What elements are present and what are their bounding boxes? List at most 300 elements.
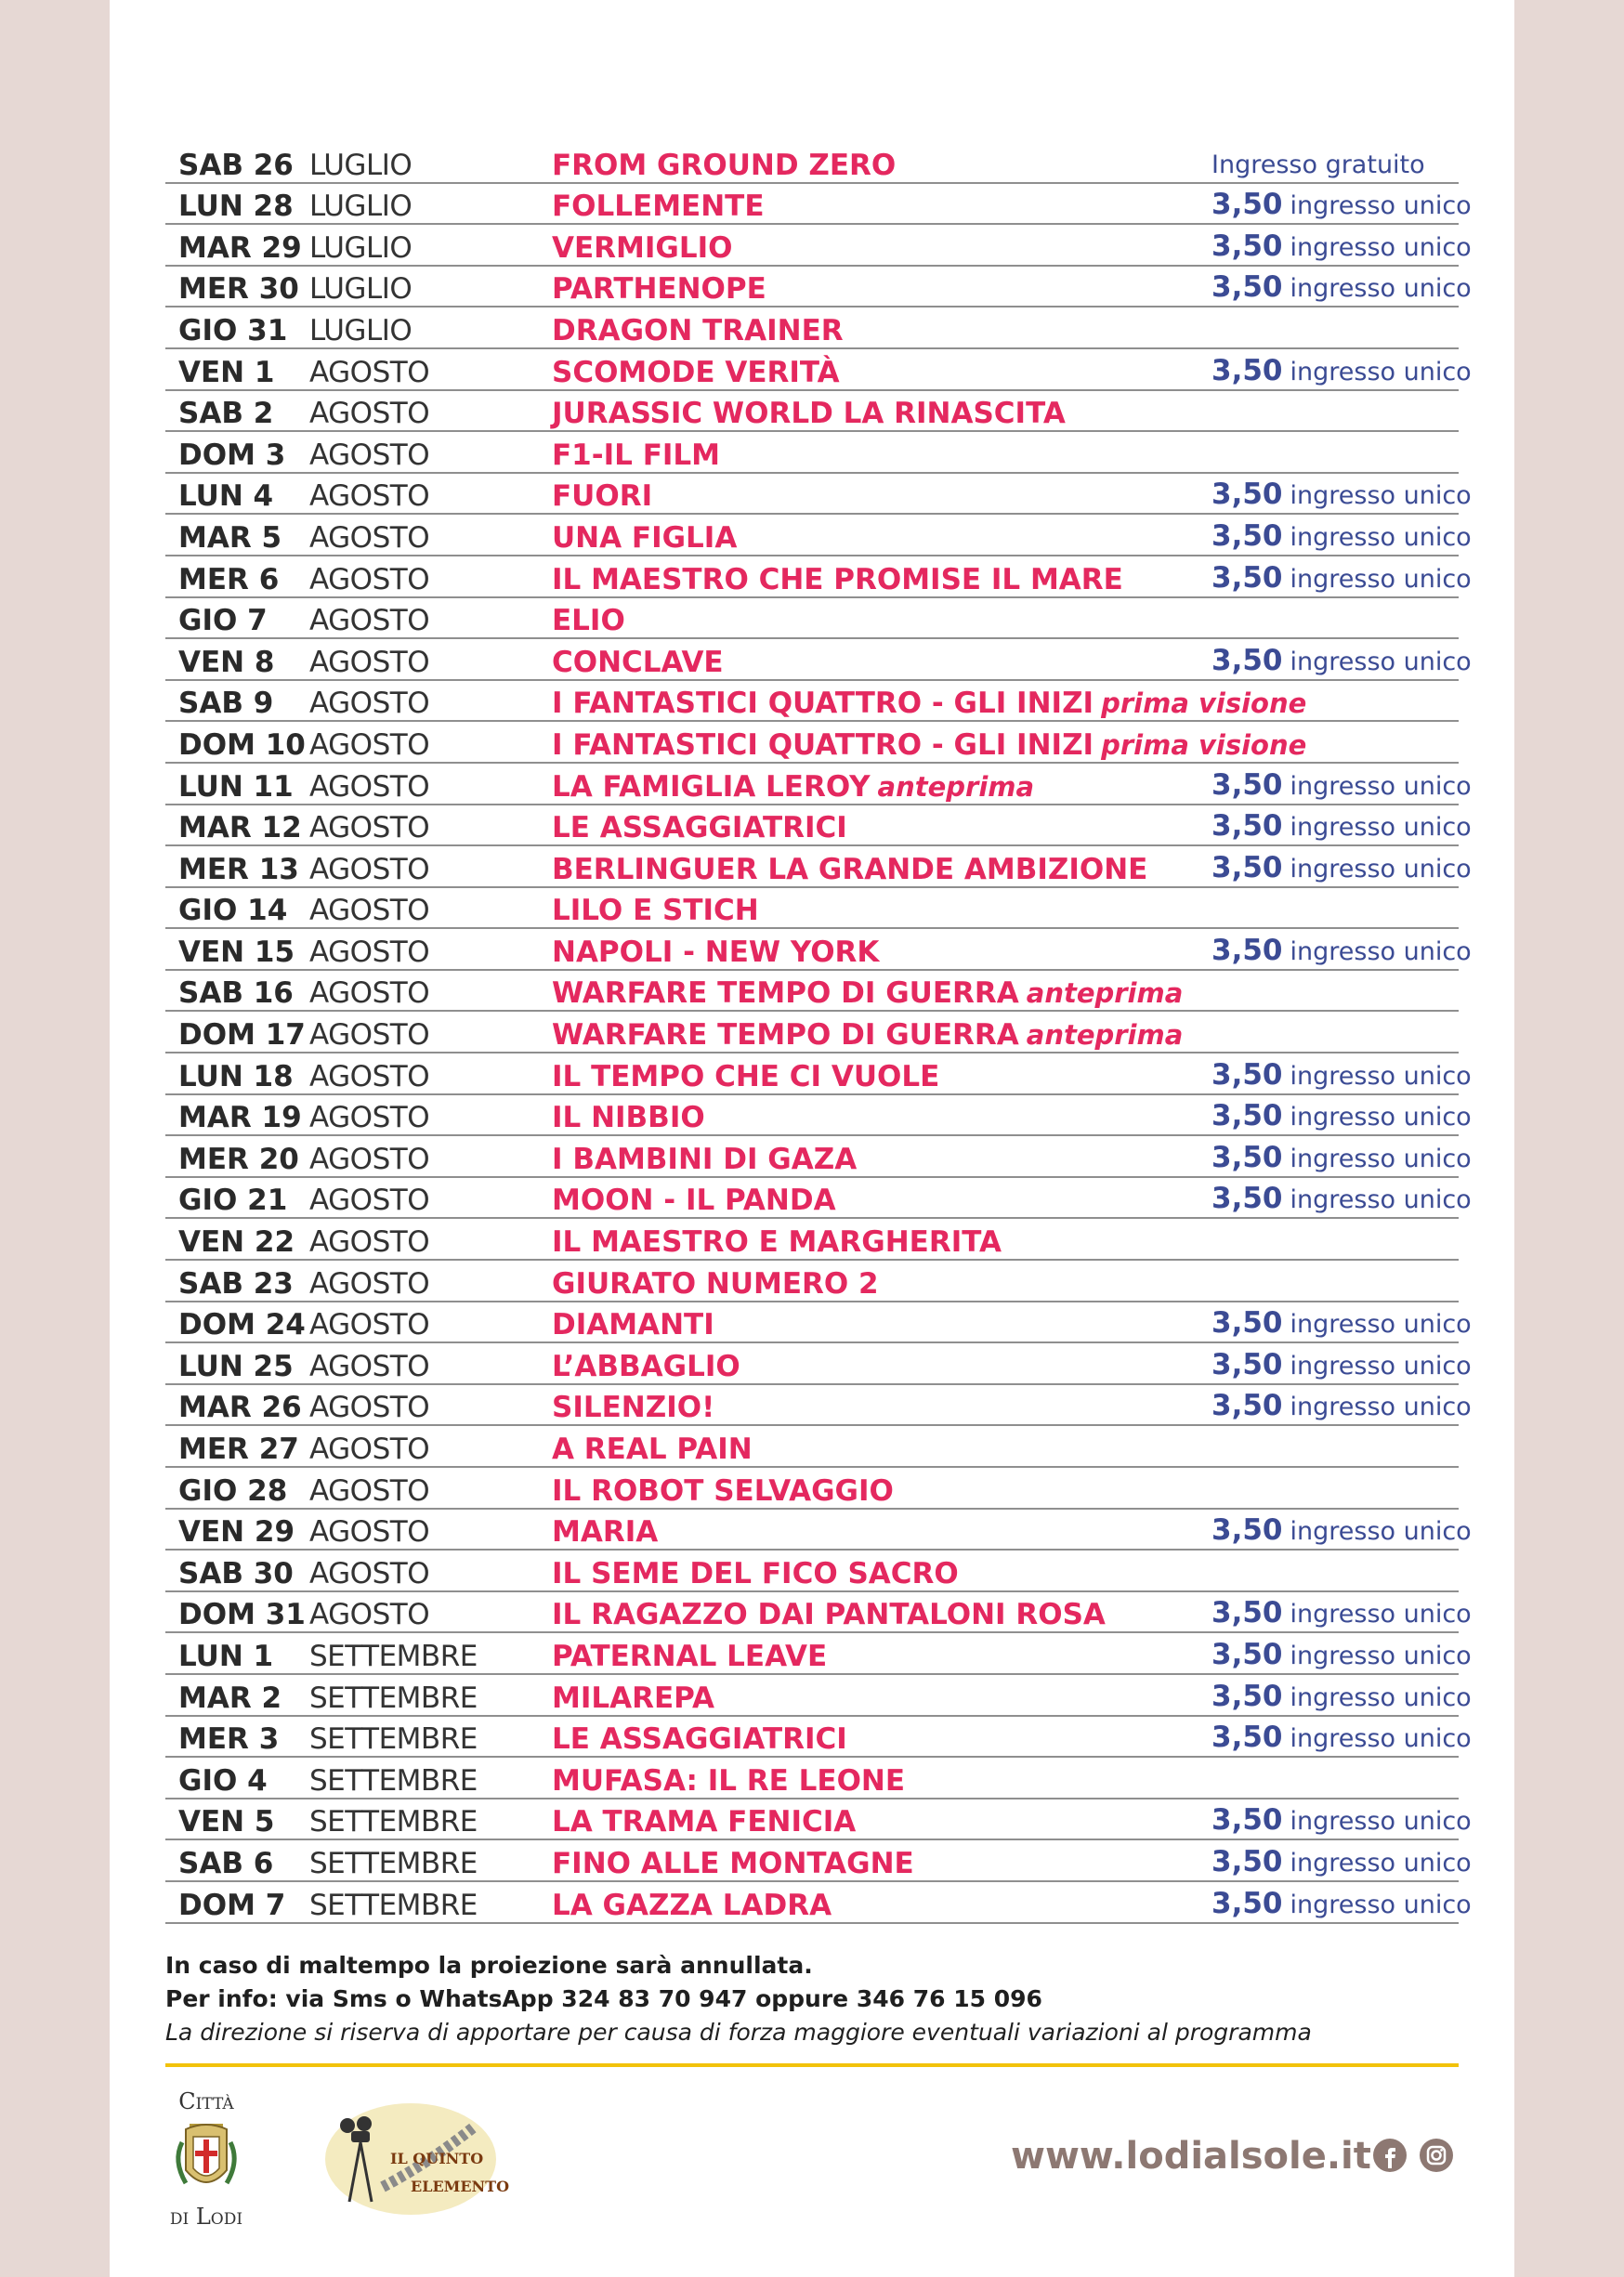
row-day: DOM 31 — [178, 1598, 306, 1632]
price-value: 3,50 — [1211, 229, 1283, 263]
row-day: VEN 15 — [178, 935, 295, 969]
film-title-text: IL MAESTRO CHE PROMISE IL MARE — [552, 562, 1123, 596]
price-label: ingresso unico — [1290, 1807, 1472, 1837]
row-price — [1211, 1389, 1472, 1424]
row-month: SETTEMBRE — [309, 1681, 478, 1715]
row-month: LUGLIO — [309, 190, 413, 224]
price-label: ingresso unico — [1290, 936, 1472, 966]
row-film-title — [552, 272, 766, 306]
film-title-text: MUFASA: IL RE LEONE — [552, 1763, 906, 1798]
row-film-title — [552, 1060, 939, 1093]
film-title-text: LE ASSAGGIATRICI — [552, 1722, 847, 1757]
price-value: 3,50 — [1211, 1140, 1283, 1174]
row-month: AGOSTO — [309, 355, 430, 389]
row-month: SETTEMBRE — [309, 1805, 478, 1839]
price-label: ingresso unico — [1290, 1351, 1472, 1381]
row-day: DOM 10 — [178, 727, 306, 762]
film-title-text: PARTHENOPE — [552, 272, 766, 307]
price-label: ingresso unico — [1290, 647, 1472, 676]
row-day: DOM 3 — [178, 438, 286, 472]
row-film-title — [552, 1018, 1183, 1052]
schedule-row — [165, 308, 1459, 349]
row-day: DOM 24 — [178, 1308, 306, 1342]
row-month: AGOSTO — [309, 562, 430, 596]
row-month: AGOSTO — [309, 1101, 430, 1135]
film-title-text: I FANTASTICI QUATTRO - GLI INIZI — [552, 727, 1094, 762]
row-month: AGOSTO — [309, 1184, 430, 1218]
row-day: VEN 8 — [178, 645, 275, 679]
film-title-text: A REAL PAIN — [552, 1433, 753, 1466]
film-title-text: SCOMODE VERITÀ — [552, 355, 840, 389]
film-title-text: PATERNAL LEAVE — [552, 1639, 828, 1673]
price-label: ingresso unico — [1290, 564, 1472, 594]
footer-divider — [165, 2063, 1459, 2067]
film-title-text: DRAGON TRAINER — [552, 313, 844, 347]
schedule-row — [165, 1840, 1472, 1882]
row-film-title — [552, 770, 1034, 804]
schedule-row — [165, 1343, 1472, 1385]
row-film-title — [552, 149, 896, 182]
row-month: LUGLIO — [309, 313, 413, 347]
schedule-row — [165, 1675, 1472, 1717]
row-film-title — [552, 1722, 847, 1756]
film-note: anteprima — [1026, 1019, 1184, 1052]
schedule-row — [165, 1219, 1459, 1261]
row-price — [1211, 478, 1472, 513]
row-film-title — [552, 314, 844, 347]
row-film-title — [552, 1225, 1002, 1259]
price-value: 3,50 — [1211, 1721, 1283, 1755]
row-month: SETTEMBRE — [309, 1722, 478, 1757]
quinto-logo-line2: ELEMENTO — [411, 2178, 510, 2195]
row-price — [1211, 1845, 1472, 1880]
film-title-text: LE ASSAGGIATRICI — [552, 811, 847, 845]
schedule-row — [165, 556, 1472, 598]
schedule-row — [165, 846, 1472, 888]
schedule-row — [165, 681, 1459, 723]
row-day: GIO 28 — [178, 1473, 288, 1508]
schedule-row — [165, 432, 1459, 474]
row-film-title — [552, 1515, 658, 1549]
schedule-row — [165, 1261, 1459, 1302]
film-title-text: FOLLEMENTE — [552, 190, 765, 224]
row-month: AGOSTO — [309, 438, 430, 472]
film-title-text: NAPOLI - NEW YORK — [552, 935, 880, 969]
film-title-text: WARFARE TEMPO DI GUERRA — [552, 1018, 1019, 1053]
row-film-title — [552, 811, 847, 844]
film-title-text: LA GAZZA LADRA — [552, 1888, 832, 1922]
price-value: 3,50 — [1211, 1347, 1283, 1381]
price-value: 3,50 — [1211, 478, 1283, 512]
price-value: 3,50 — [1211, 1513, 1283, 1548]
row-month: AGOSTO — [309, 1018, 430, 1053]
schedule-row — [165, 1633, 1472, 1675]
row-month: AGOSTO — [309, 935, 430, 969]
row-month: LUGLIO — [309, 272, 413, 307]
schedule-row — [165, 639, 1472, 681]
citta-di-lodi-logo — [162, 2088, 251, 2228]
row-day: LUN 25 — [178, 1349, 294, 1383]
website-link[interactable]: www.lodialsole.it — [1011, 2135, 1371, 2178]
row-film-title — [552, 1391, 714, 1424]
row-film-title — [552, 1267, 879, 1301]
weather-note: In caso di maltempo la proiezione sarà annullata. — [165, 1952, 813, 1979]
row-price — [1211, 1306, 1472, 1341]
lodi-logo-bottom-text: di Lodi — [169, 2204, 243, 2230]
row-day: SAB 26 — [178, 148, 294, 182]
page — [110, 0, 1514, 2277]
row-film-title — [552, 1557, 959, 1590]
row-film-title — [552, 976, 1183, 1010]
row-day: VEN 22 — [178, 1225, 295, 1260]
row-film-title — [552, 563, 1123, 596]
row-price — [1211, 1803, 1472, 1839]
schedule-row — [165, 1717, 1472, 1759]
row-month: AGOSTO — [309, 1059, 430, 1093]
row-month: AGOSTO — [309, 645, 430, 679]
schedule-row — [165, 929, 1472, 971]
row-film-title — [552, 521, 737, 555]
price-label: ingresso unico — [1290, 813, 1472, 843]
row-month: AGOSTO — [309, 1308, 430, 1342]
row-month: SETTEMBRE — [309, 1763, 478, 1798]
schedule-row — [165, 598, 1459, 640]
row-film-title — [552, 356, 840, 389]
row-month: AGOSTO — [309, 1142, 430, 1176]
price-label: ingresso unico — [1290, 191, 1472, 221]
film-title-text: F1-IL FILM — [552, 438, 721, 472]
row-day: GIO 4 — [178, 1763, 268, 1798]
row-film-title — [552, 1764, 905, 1798]
row-day: GIO 31 — [178, 313, 288, 347]
row-film-title — [552, 687, 1306, 720]
film-title-text: FUORI — [552, 479, 653, 514]
row-price — [1211, 1141, 1472, 1176]
row-month: AGOSTO — [309, 769, 430, 804]
schedule-row — [165, 1053, 1472, 1095]
row-price — [1211, 1099, 1472, 1134]
facebook-icon[interactable] — [1373, 2139, 1407, 2172]
price-label: ingresso unico — [1290, 854, 1472, 883]
price-value: 3,50 — [1211, 1099, 1283, 1133]
row-film-title — [552, 231, 733, 265]
row-day: GIO 21 — [178, 1184, 288, 1218]
film-title-text: LILO E STICH — [552, 894, 759, 928]
price-value: 3,50 — [1211, 1886, 1283, 1920]
row-day: MAR 26 — [178, 1391, 302, 1425]
row-price — [1211, 561, 1472, 596]
row-day: LUN 4 — [178, 479, 274, 514]
row-day: MER 30 — [178, 272, 299, 307]
row-film-title — [552, 1889, 832, 1922]
row-price — [1211, 1513, 1472, 1549]
row-month: AGOSTO — [309, 894, 430, 928]
row-month: LUGLIO — [309, 230, 413, 265]
schedule-row — [165, 1302, 1472, 1344]
row-day: SAB 9 — [178, 687, 274, 721]
row-day: MER 27 — [178, 1433, 299, 1466]
row-film-title — [552, 479, 652, 513]
schedule-row — [165, 1385, 1472, 1427]
film-title-text: GIURATO NUMERO 2 — [552, 1266, 879, 1301]
film-title-text: MARIA — [552, 1515, 659, 1550]
schedule-row — [165, 1178, 1472, 1220]
row-month: AGOSTO — [309, 976, 430, 1011]
schedule-row — [165, 1468, 1459, 1510]
film-title-text: SILENZIO! — [552, 1391, 715, 1425]
row-day: DOM 17 — [178, 1018, 306, 1053]
film-title-text: IL RAGAZZO DAI PANTALONI ROSA — [552, 1598, 1106, 1632]
row-day: LUN 11 — [178, 769, 294, 804]
row-day: MER 13 — [178, 852, 299, 886]
row-day: SAB 23 — [178, 1266, 294, 1301]
film-title-text: I BAMBINI DI GAZA — [552, 1142, 858, 1176]
price-label: ingresso unico — [1290, 1724, 1472, 1754]
info-note: Per info: via Sms o WhatsApp 324 83 70 947 oppure 346 76 15 096 — [165, 1985, 1042, 2012]
schedule-row — [165, 1799, 1472, 1841]
row-price — [1211, 1721, 1472, 1756]
row-film-title — [552, 190, 765, 223]
row-price — [1211, 519, 1472, 555]
price-value: 3,50 — [1211, 767, 1283, 802]
row-month: SETTEMBRE — [309, 1846, 478, 1880]
row-month: LUGLIO — [309, 148, 413, 182]
row-film-title — [552, 1143, 857, 1176]
row-film-title — [552, 1184, 836, 1217]
film-title-text: LA TRAMA FENICIA — [552, 1805, 857, 1839]
row-film-title — [552, 1847, 914, 1880]
price-label: ingresso unico — [1290, 1682, 1472, 1712]
film-title-text: UNA FIGLIA — [552, 520, 738, 555]
row-price — [1211, 1596, 1472, 1631]
row-month: AGOSTO — [309, 811, 430, 845]
schedule-row — [165, 722, 1459, 764]
price-value: 3,50 — [1211, 353, 1283, 387]
price-label: ingresso unico — [1290, 1890, 1472, 1919]
row-day: MAR 29 — [178, 230, 302, 265]
row-film-title — [552, 1805, 856, 1839]
schedule-row — [165, 971, 1459, 1013]
schedule-row — [165, 1510, 1472, 1551]
lodi-crest-icon — [162, 2114, 251, 2200]
row-day: MER 20 — [178, 1142, 299, 1176]
price-label: ingresso unico — [1290, 357, 1472, 386]
price-value: 3,50 — [1211, 560, 1283, 595]
row-month: AGOSTO — [309, 1433, 430, 1466]
row-film-title — [552, 1101, 705, 1134]
price-value: 3,50 — [1211, 1182, 1283, 1216]
price-value: 3,50 — [1211, 1057, 1283, 1092]
row-film-title — [552, 936, 879, 969]
row-day: LUN 28 — [178, 190, 294, 224]
schedule-row — [165, 805, 1472, 847]
film-note: anteprima — [877, 770, 1035, 803]
schedule-row — [165, 225, 1472, 267]
price-value: 3,50 — [1211, 809, 1283, 844]
row-day: SAB 30 — [178, 1556, 294, 1590]
price-label: ingresso unico — [1290, 232, 1472, 262]
film-title-text: FROM GROUND ZERO — [552, 148, 897, 182]
row-price — [1211, 809, 1472, 844]
price-label: ingresso unico — [1290, 1600, 1472, 1629]
row-month: AGOSTO — [309, 1391, 430, 1425]
row-film-title — [552, 1433, 753, 1466]
price-value: 3,50 — [1211, 1803, 1283, 1838]
row-price — [1211, 1680, 1472, 1715]
row-day: DOM 7 — [178, 1888, 286, 1922]
film-title-text: I FANTASTICI QUATTRO - GLI INIZI — [552, 687, 1094, 721]
row-month: SETTEMBRE — [309, 1888, 478, 1922]
row-day: MAR 5 — [178, 520, 282, 555]
film-title-text: BERLINGUER LA GRANDE AMBIZIONE — [552, 852, 1148, 886]
film-title-text: FINO ALLE MONTAGNE — [552, 1846, 914, 1880]
instagram-icon[interactable] — [1420, 2139, 1453, 2172]
notes-block — [165, 1949, 1466, 2049]
row-month: AGOSTO — [309, 1225, 430, 1260]
price-label: ingresso unico — [1290, 1310, 1472, 1340]
row-day: SAB 2 — [178, 397, 274, 431]
row-film-title — [552, 397, 1066, 430]
price-value: 3,50 — [1211, 643, 1283, 677]
film-title-text: DIAMANTI — [552, 1308, 714, 1342]
price-label: ingresso unico — [1290, 481, 1472, 511]
row-month: AGOSTO — [309, 1598, 430, 1632]
schedule-row — [165, 1882, 1472, 1924]
schedule-row — [165, 184, 1472, 226]
price-value: 3,50 — [1211, 1596, 1283, 1630]
row-free-entry: Ingresso gratuito — [1211, 150, 1425, 179]
row-month: AGOSTO — [309, 479, 430, 514]
row-film-title — [552, 646, 724, 679]
row-month: AGOSTO — [309, 520, 430, 555]
row-price — [1211, 1058, 1472, 1093]
schedule-row — [165, 764, 1472, 805]
row-price — [1211, 229, 1472, 265]
row-day: LUN 1 — [178, 1639, 274, 1673]
row-day: MAR 12 — [178, 811, 302, 845]
row-month: AGOSTO — [309, 1556, 430, 1590]
row-month: AGOSTO — [309, 1266, 430, 1301]
row-film-title — [552, 1598, 1106, 1631]
row-day: VEN 1 — [178, 355, 275, 389]
quinto-logo-line1: IL QUINTO — [390, 2150, 484, 2167]
row-month: SETTEMBRE — [309, 1639, 478, 1673]
price-label: ingresso unico — [1290, 1517, 1472, 1547]
row-price — [1211, 1887, 1472, 1922]
row-film-title — [552, 438, 720, 472]
lodi-logo-top-text: Città — [178, 2088, 234, 2114]
schedule-row — [165, 1551, 1459, 1592]
row-day: MER 3 — [178, 1722, 280, 1757]
film-title-text: CONCLAVE — [552, 645, 724, 679]
row-day: SAB 6 — [178, 1846, 274, 1880]
price-label: ingresso unico — [1290, 1144, 1472, 1173]
row-film-title — [552, 728, 1306, 762]
il-quinto-elemento-logo — [318, 2098, 510, 2220]
price-value: 3,50 — [1211, 933, 1283, 967]
schedule-table — [165, 142, 1472, 1924]
row-month: AGOSTO — [309, 727, 430, 762]
row-price — [1211, 1638, 1472, 1673]
price-label: ingresso unico — [1290, 1393, 1472, 1422]
schedule-row — [165, 1095, 1472, 1137]
film-title-text: IL ROBOT SELVAGGIO — [552, 1473, 894, 1508]
row-month: AGOSTO — [309, 397, 430, 431]
row-month: AGOSTO — [309, 852, 430, 886]
schedule-row — [165, 349, 1472, 391]
row-price — [1211, 851, 1472, 886]
price-label: ingresso unico — [1290, 1103, 1472, 1132]
film-title-text: LA FAMIGLIA LEROY — [552, 769, 871, 804]
film-note: prima visione — [1101, 687, 1307, 720]
row-day: MAR 2 — [178, 1681, 282, 1715]
row-film-title — [552, 1474, 894, 1508]
price-label: ingresso unico — [1290, 771, 1472, 801]
price-label: ingresso unico — [1290, 1061, 1472, 1091]
price-value: 3,50 — [1211, 1844, 1283, 1878]
schedule-row — [165, 515, 1472, 556]
row-price — [1211, 1182, 1472, 1217]
row-day: LUN 18 — [178, 1059, 294, 1093]
schedule-row — [165, 474, 1472, 516]
row-price — [1211, 270, 1472, 306]
price-value: 3,50 — [1211, 188, 1283, 222]
film-title-text: IL SEME DEL FICO SACRO — [552, 1556, 959, 1590]
row-price — [1211, 188, 1472, 223]
schedule-row — [165, 1758, 1459, 1799]
price-label: ingresso unico — [1290, 274, 1472, 304]
row-film-title — [552, 1640, 827, 1673]
schedule-row — [165, 1592, 1472, 1634]
row-price — [1211, 354, 1472, 389]
row-month: AGOSTO — [309, 1349, 430, 1383]
schedule-row — [165, 1426, 1459, 1468]
row-month: AGOSTO — [309, 687, 430, 721]
film-note: prima visione — [1101, 728, 1307, 761]
row-month: AGOSTO — [309, 1515, 430, 1550]
price-value: 3,50 — [1211, 270, 1283, 305]
row-price — [1211, 934, 1472, 969]
row-day: GIO 7 — [178, 604, 268, 638]
schedule-row — [165, 267, 1472, 308]
price-value: 3,50 — [1211, 518, 1283, 553]
price-label: ingresso unico — [1290, 1185, 1472, 1215]
row-day: GIO 14 — [178, 894, 288, 928]
disclaimer-note: La direzione si riserva di apportare per causa di forza maggiore eventuali variazioni al programma — [165, 2019, 1312, 2046]
film-title-text: MOON - IL PANDA — [552, 1184, 836, 1218]
price-label: ingresso unico — [1290, 1848, 1472, 1878]
row-film-title — [552, 1308, 714, 1341]
price-value: 3,50 — [1211, 850, 1283, 884]
row-month: AGOSTO — [309, 1473, 430, 1508]
row-film-title — [552, 1682, 714, 1715]
row-film-title — [552, 853, 1147, 886]
schedule-row — [165, 1012, 1459, 1053]
schedule-row — [165, 142, 1459, 184]
film-title-text: VERMIGLIO — [552, 230, 733, 265]
schedule-row — [165, 1136, 1472, 1178]
row-film-title — [552, 894, 759, 927]
row-day: SAB 16 — [178, 976, 294, 1011]
film-title-text: IL TEMPO CHE CI VUOLE — [552, 1059, 940, 1093]
price-label: ingresso unico — [1290, 522, 1472, 552]
row-day: VEN 5 — [178, 1805, 275, 1839]
price-value: 3,50 — [1211, 1679, 1283, 1713]
film-title-text: MILAREPA — [552, 1681, 715, 1715]
row-price — [1211, 768, 1472, 804]
row-film-title — [552, 1350, 740, 1383]
film-title-text: JURASSIC WORLD LA RINASCITA — [552, 397, 1066, 431]
